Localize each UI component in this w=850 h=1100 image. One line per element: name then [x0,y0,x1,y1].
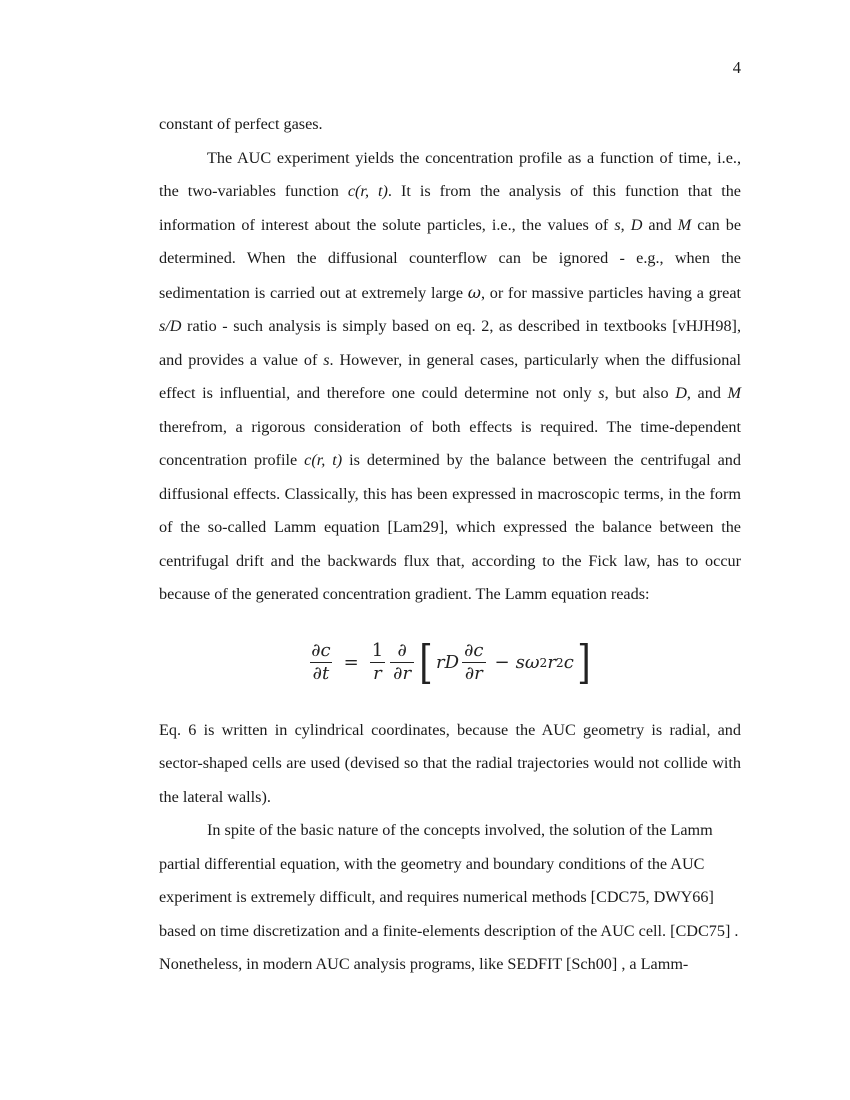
p2-text-2: . It is from the analysis of this function that the information of interest about the solute particles, i.e., the values of [159,182,741,234]
bracket-open: [ [419,634,433,689]
text-column [159,108,741,982]
one-over-r-fraction [369,641,386,684]
p2-math-m: M [677,215,692,234]
partial-c-partial-r-fraction [461,641,486,684]
lhs-numerator: ∂c [311,639,331,661]
p2-text-6: , or for massive particles having a great [480,283,741,302]
term1-numerator: ∂c [464,639,484,661]
paragraph-3-text: Eq. 6 is written in cylindrical coordinates, because the AUC geometry is radial, and sector-shaped cells are used (devised so that the radial trajectories would not collide with the lateral walls). [159,720,741,806]
equals-sign: = [343,652,359,673]
p2-text-5: can be determined. When the diffusional counterflow can be ignored - e.g., when the sedimentation is carried out at extremely large [159,215,742,302]
p2-text-11: therefrom, a rigorous consideration of both effects is required. The time-dependent concentration profile [159,417,741,469]
paragraph-cylindrical-coordinates [159,714,741,815]
operator-numerator: ∂ [397,639,407,661]
page-number: 4 [732,58,741,77]
p2-text-7: ratio - such analysis is simply based on eq. 2, as described in textbooks [vHJH98], and provides a value of [159,317,741,369]
p2-math-d: D [630,215,643,234]
p2-text-10: , and [686,384,728,402]
partial-over-partial-r-fraction [390,641,414,684]
partial-c-partial-t-fraction [308,641,333,684]
paragraph-numerical-methods [159,814,741,982]
p2-math-s-over-d: s/D [159,317,182,335]
minus-sign: − [494,652,510,673]
p2-text-8: . However, in general cases, particularly when the diffusional effect is influential, and therefore one could determine not only [159,350,742,402]
coef-numerator: 1 [371,639,384,661]
p2-text-12: is determined by the balance between the centrifugal and diffusional effects. Classically, this has been expressed in macroscopic terms, in the form of the so-called Lamm equation [Lam29], which expressed the balance between the centrifugal drift and the backwards flux that, according to the Fick law, has to occur because of the generated concentration gradient. The Lamm equation reads: [159,451,741,603]
lamm-equation: $\frac{\partial c}{\partial t}$ = $\frac{1}{r}$ $\frac{\partial}{\partial r}$ [ rD $\frac{\partial c}{\partial r}$ − s ω 2 r 2 c ] [306,641,594,684]
p2-text-3: , [620,215,631,234]
term-r: r [547,652,556,673]
lamm-equation-block [159,612,741,714]
paragraph-4-text: In spite of the basic nature of the concepts involved, the solution of the Lamm partial differential equation, with the geometry and boundary conditions of the AUC experiment is extremely difficult, and requires numerical methods [CDC75, DWY66] based on time discretization and a finite-elements description of the AUC cell. [CDC75] . Nonetheless, in modern AUC analysis programs, like SEDFIT [Sch00] , a Lamm- [159,821,739,973]
coef-denominator: r [370,662,385,684]
paragraph-continuation [159,108,741,142]
term-omega: ω [524,652,540,673]
paragraph-auc-experiment [159,142,741,612]
p2-math-omega: ω [467,282,481,302]
p2-math-d-2: D [675,384,687,402]
operator-denominator: ∂r [390,662,414,684]
p2-math-cr-t: c(r, t) [347,182,388,200]
p2-math-s-3: s [598,384,605,402]
bracket-close: ] [577,634,591,689]
p2-math-s-2: s [323,350,330,369]
p2-text-1: The AUC experiment yields the concentration profile as a function of time, i.e., the two-variables function [159,148,741,200]
p2-math-s: s [614,215,621,234]
p2-text-4: and [642,215,678,234]
term-rd: rD [436,652,460,673]
lhs-denominator: ∂t [310,662,333,684]
p2-text-9: , but also [604,384,676,402]
paragraph-1-text: constant of perfect gases. [159,115,323,133]
p2-math-cr-t-2: c(r, t) [304,451,343,469]
term-s: s [515,652,525,673]
p2-math-m-2: M [727,384,742,402]
term-c: c [563,652,574,673]
term1-denominator: ∂r [462,662,486,684]
